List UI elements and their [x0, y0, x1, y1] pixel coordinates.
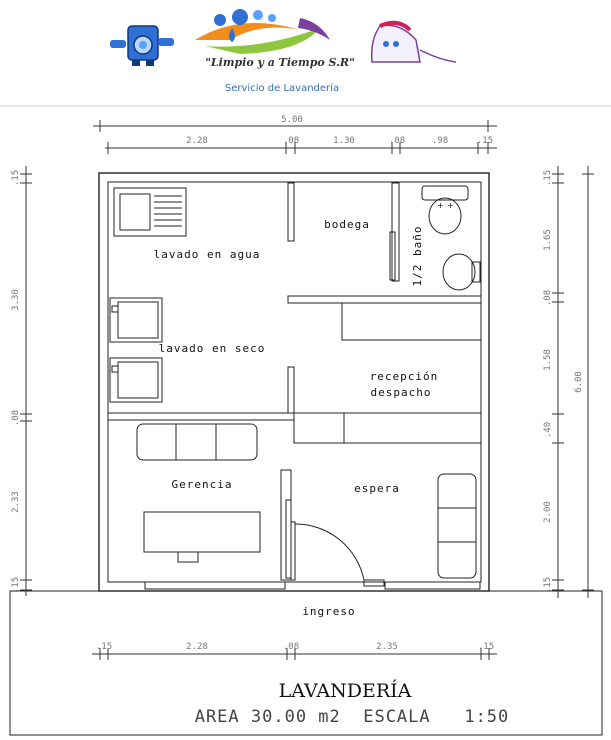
room-lavado-agua: lavado en agua — [153, 248, 261, 261]
chairs-gerencia-icon — [137, 424, 257, 460]
toilet-icon — [422, 186, 468, 234]
dim-bottom-2: 2.28 — [186, 642, 208, 652]
washing-sink-icon — [114, 188, 186, 236]
interior-walls — [108, 183, 481, 586]
room-despacho: despacho — [370, 386, 432, 399]
room-bano: 1/2 baño — [411, 225, 424, 287]
dim-bottom-4: 2.35 — [376, 642, 398, 652]
dim-top-4: .08 — [388, 136, 406, 146]
dim-right-total: 6.00 — [574, 371, 584, 393]
slogan: "Limpio y a Tiempo S.R" — [205, 56, 355, 69]
dim-left-3: .08 — [11, 409, 21, 427]
desk-chair-icon — [178, 552, 198, 562]
dim-bottom-1: .15 — [95, 642, 113, 652]
room-espera: espera — [354, 482, 400, 495]
plan-subtitle: AREA 30.00 m2 ESCALA 1:50 — [194, 707, 510, 727]
dim-top-6: .15 — [476, 136, 494, 146]
left-dimensions — [11, 166, 32, 596]
dry-clean-machine-icon — [110, 298, 162, 402]
room-gerencia: Gerencia — [171, 478, 233, 491]
dim-right-4: 1.58 — [543, 349, 553, 371]
dim-top-5: .98 — [431, 136, 449, 146]
room-recepcion: recepción — [369, 370, 439, 383]
dim-right-6: 2.00 — [543, 501, 553, 523]
waiting-sofa-icon — [438, 474, 476, 578]
dim-top-3: 1.30 — [333, 136, 355, 146]
plan-title: LAVANDERÍA — [278, 680, 412, 702]
dim-right-5: .40 — [543, 421, 553, 439]
right-dimensions — [543, 166, 594, 598]
dim-left-1: .15 — [11, 169, 21, 187]
dim-top-2: .08 — [282, 136, 300, 146]
dim-left-5: .15 — [11, 576, 21, 594]
washing-machine-mascot-icon — [110, 26, 174, 66]
bottom-windows — [145, 582, 480, 589]
splash-logo-icon — [195, 9, 330, 54]
door-swing-icon — [295, 524, 364, 580]
dim-bottom-3: .08 — [282, 642, 300, 652]
ingreso-label: ingreso — [302, 605, 356, 618]
room-lavado-seco: lavado en seco — [158, 342, 266, 355]
dim-top-total: 5.00 — [281, 115, 303, 125]
top-dimensions — [93, 115, 497, 154]
dim-right-2: 1.65 — [543, 229, 553, 251]
dim-right-7: .15 — [543, 576, 553, 594]
svg-text:+: + — [437, 201, 444, 210]
dim-bottom-5: .15 — [477, 642, 495, 652]
dim-left-4: 2.33 — [11, 491, 21, 513]
svg-text:+: + — [447, 201, 454, 210]
sink-icon — [443, 254, 480, 290]
dim-right-3: .08 — [543, 289, 553, 307]
dim-left-2: 3.30 — [11, 289, 21, 311]
bottom-dimensions — [92, 642, 497, 660]
service-subtitle: Servicio de Lavandería — [224, 83, 340, 94]
dim-right-1: .15 — [543, 169, 553, 187]
iron-mascot-icon — [372, 23, 456, 62]
room-bodega: bodega — [324, 218, 370, 231]
desk-icon — [144, 512, 260, 552]
dim-top-1: 2.28 — [186, 136, 208, 146]
logo — [110, 9, 456, 94]
